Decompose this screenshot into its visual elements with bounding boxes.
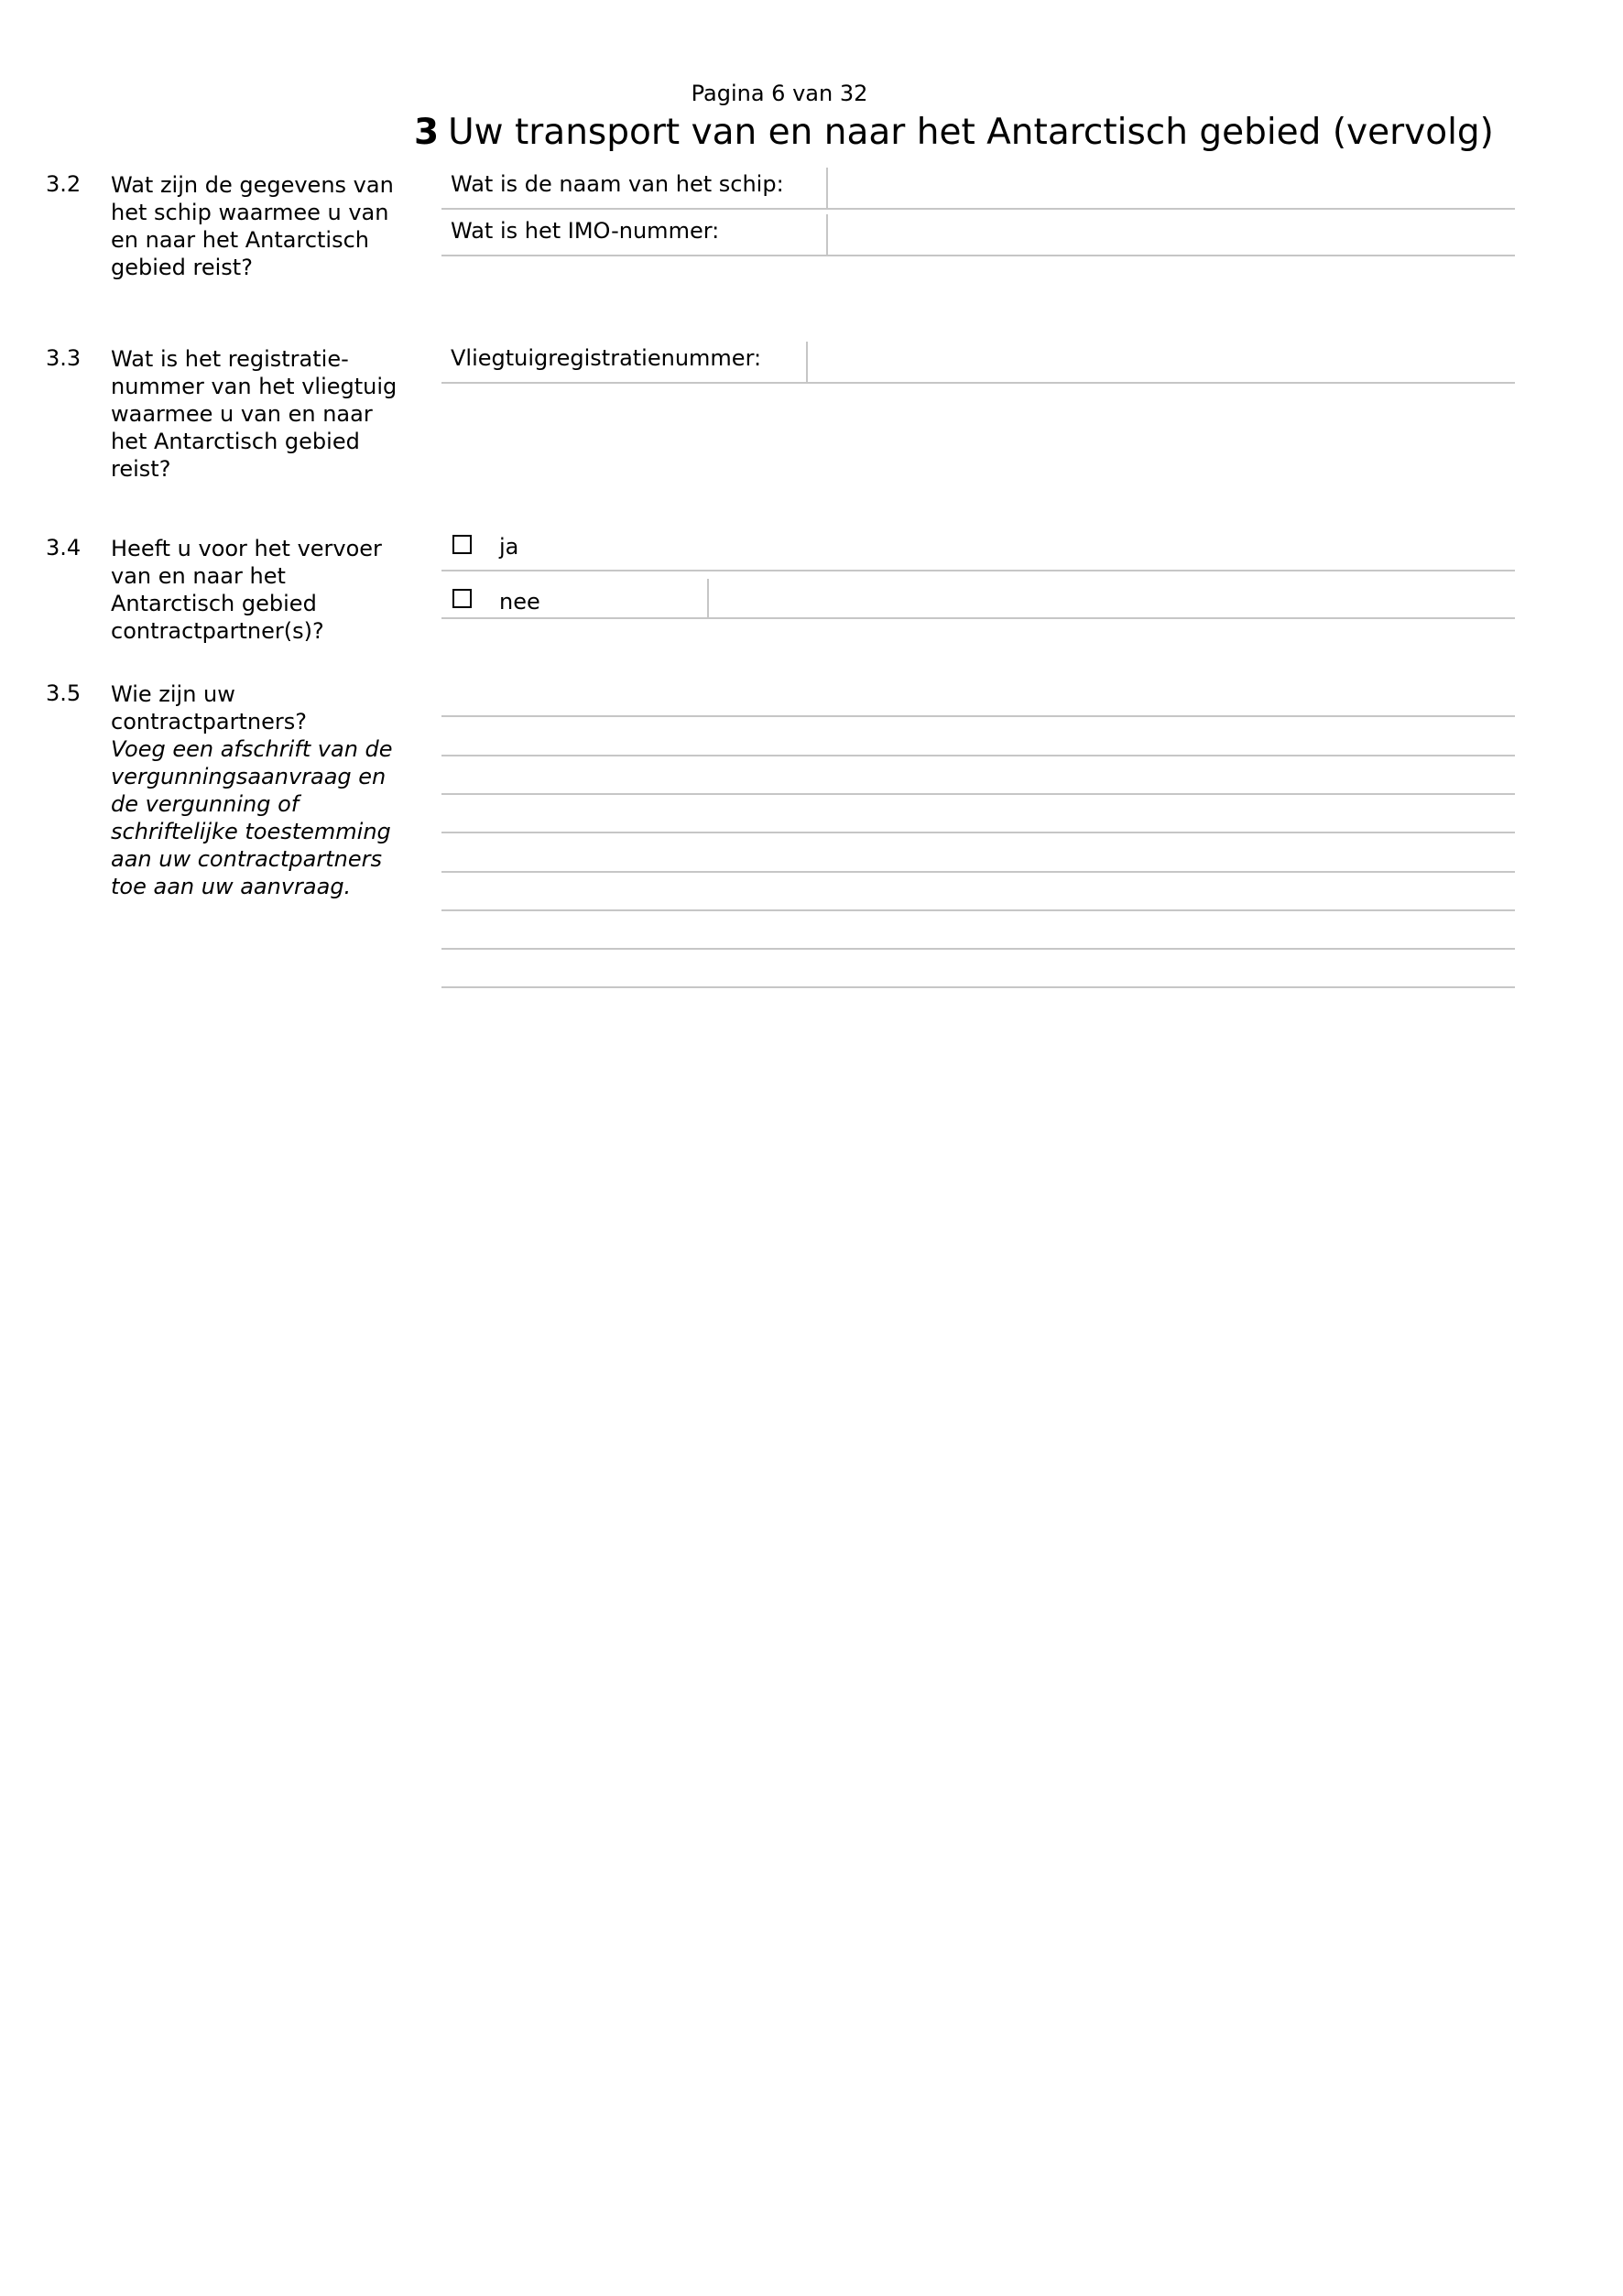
field-divider [826,214,828,255]
contractpartners-line-8[interactable] [441,951,1515,985]
option-no-label: nee [499,589,540,615]
field-divider [806,342,808,382]
page-number: Pagina 6 van 32 [691,81,868,106]
imo-label: Wat is het IMO-nummer: [451,218,720,244]
ship-name-field[interactable] [832,171,1509,206]
contractpartners-line-3[interactable] [441,757,1515,792]
contractpartners-line-2[interactable] [441,718,1515,753]
contractpartners-line-5[interactable] [441,834,1515,869]
question-text-3-4: Heeft u voor het vervoer van en naar het Antarctisch gebied contractpartner(s)? [111,536,382,644]
question-note-3-5: Voeg een afschrift van de vergunningsaanvraag en de vergunning of schriftelijke toestemming aan uw contractpartners toe aan uw aanvraag. [111,736,393,899]
ship-name-label: Wat is de naam van het schip: [451,171,784,197]
writing-line [441,909,1515,911]
writing-line [441,948,1515,950]
section-title-text: Uw transport van en naar het Antarctisch gebied (vervolg) [448,112,1494,153]
no-explanation-field[interactable] [713,581,1509,615]
row-divider [441,208,1515,210]
section-title [414,112,1494,153]
writing-line [441,793,1515,795]
row-divider [441,382,1515,384]
option-yes-label: ja [499,534,519,560]
question-text-3-3: Wat is het registratie- nummer van het vliegtuig waarmee u van en naar het Antarctisch gebied reist? [111,346,398,482]
section-number: 3 [414,112,440,153]
aircraft-registration-field[interactable] [812,345,1509,380]
question-text-3-2: Wat zijn de gegevens van het schip waarmee u van en naar het Antarctisch gebied reist? [111,172,394,280]
writing-line [441,755,1515,756]
aircraft-registration-label: Vliegtuigregistratienummer: [451,345,762,371]
contractpartners-line-4[interactable] [441,796,1515,831]
question-number-3-2: 3.2 [46,171,82,197]
writing-line [441,832,1515,833]
checkbox-no[interactable] [452,589,472,608]
contractpartners-line-6[interactable] [441,874,1515,909]
writing-line [441,986,1515,988]
question-text-3-5-main: Wie zijn uw contractpartners? [111,681,307,735]
imo-number-field[interactable] [832,218,1509,253]
field-divider [707,579,709,617]
question-text-3-5 [111,680,413,900]
row-divider [441,617,1515,619]
writing-line [441,715,1515,717]
row-divider [441,570,1515,571]
checkbox-yes[interactable] [452,535,472,554]
contractpartners-line-7[interactable] [441,912,1515,947]
question-number-3-4: 3.4 [46,535,82,560]
contractpartners-line-1[interactable] [441,680,1515,715]
question-number-3-3: 3.3 [46,345,82,371]
field-divider [826,168,828,208]
writing-line [441,871,1515,873]
question-number-3-5: 3.5 [46,680,82,706]
row-divider [441,255,1515,256]
